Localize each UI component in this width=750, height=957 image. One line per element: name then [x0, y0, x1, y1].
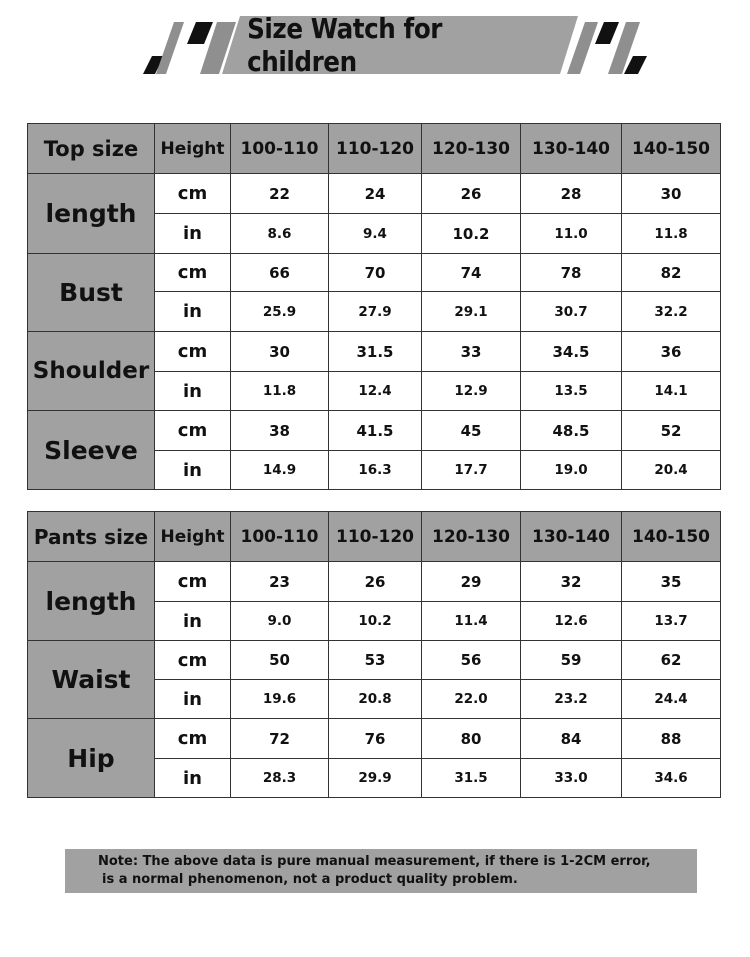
- height-range: 120-130: [422, 124, 521, 174]
- table-row: [28, 641, 721, 680]
- cell-value: 29.1: [422, 292, 521, 332]
- cell-value: 11.0: [521, 214, 622, 254]
- cell-value: 10.2: [329, 602, 422, 641]
- cell-value: 36: [622, 332, 721, 372]
- cell-value: 32: [521, 562, 622, 602]
- unit-in: in: [155, 680, 231, 719]
- cell-value: 23.2: [521, 680, 622, 719]
- height-range: 110-120: [329, 124, 422, 174]
- cell-value: 80: [422, 719, 521, 759]
- cell-value: 33.0: [521, 759, 622, 798]
- cell-value: 26: [422, 174, 521, 214]
- unit-in: in: [155, 372, 231, 411]
- cell-value: 11.8: [622, 214, 721, 254]
- cell-value: 27.9: [329, 292, 422, 332]
- cell-value: 53: [329, 641, 422, 680]
- cell-value: 84: [521, 719, 622, 759]
- left-stripe-gray: [156, 22, 184, 74]
- height-range: 130-140: [521, 124, 622, 174]
- cell-value: 59: [521, 641, 622, 680]
- table-header-row: [28, 512, 721, 562]
- unit-cm: cm: [155, 719, 231, 759]
- cell-value: 25.9: [231, 292, 329, 332]
- table-row: [28, 332, 721, 372]
- table-row: [28, 174, 721, 214]
- unit-in: in: [155, 214, 231, 254]
- unit-in: in: [155, 292, 231, 332]
- row-label-bust: Bust: [28, 254, 155, 332]
- cell-value: 88: [622, 719, 721, 759]
- cell-value: 24.4: [622, 680, 721, 719]
- table-row: [28, 562, 721, 602]
- cell-value: 14.1: [622, 372, 721, 411]
- cell-value: 28.3: [231, 759, 329, 798]
- cell-value: 13.5: [521, 372, 622, 411]
- height-range: 140-150: [622, 512, 721, 562]
- right-stripe-black-1: [595, 22, 619, 44]
- top-size-corner: Top size: [28, 124, 155, 174]
- cell-value: 70: [329, 254, 422, 292]
- cell-value: 30.7: [521, 292, 622, 332]
- cell-value: 12.9: [422, 372, 521, 411]
- cell-value: 10.2: [422, 214, 521, 254]
- row-label-hip: Hip: [28, 719, 155, 798]
- unit-in: in: [155, 602, 231, 641]
- cell-value: 22.0: [422, 680, 521, 719]
- row-label-shoulder: Shoulder: [28, 332, 155, 411]
- cell-value: 34.5: [521, 332, 622, 372]
- cell-value: 50: [231, 641, 329, 680]
- cell-value: 11.4: [422, 602, 521, 641]
- row-label-length: length: [28, 174, 155, 254]
- cell-value: 9.0: [231, 602, 329, 641]
- cell-value: 24: [329, 174, 422, 214]
- cell-value: 11.8: [231, 372, 329, 411]
- cell-value: 74: [422, 254, 521, 292]
- table-row: [28, 254, 721, 292]
- cell-value: 23: [231, 562, 329, 602]
- height-range: 140-150: [622, 124, 721, 174]
- height-range: 100-110: [231, 124, 329, 174]
- left-stripe-black-1: [187, 22, 213, 44]
- cell-value: 12.6: [521, 602, 622, 641]
- top-size-table: [27, 123, 721, 490]
- cell-value: 82: [622, 254, 721, 292]
- height-label: Height: [155, 512, 231, 562]
- height-range: 100-110: [231, 512, 329, 562]
- cell-value: 29.9: [329, 759, 422, 798]
- height-range: 130-140: [521, 512, 622, 562]
- note-line-2: is a normal phenomenon, not a product quality problem.: [102, 872, 518, 887]
- row-label-length: length: [28, 562, 155, 641]
- unit-cm: cm: [155, 562, 231, 602]
- cell-value: 78: [521, 254, 622, 292]
- cell-value: 26: [329, 562, 422, 602]
- unit-cm: cm: [155, 254, 231, 292]
- unit-in: in: [155, 759, 231, 798]
- unit-cm: cm: [155, 174, 231, 214]
- cell-value: 52: [622, 411, 721, 451]
- cell-value: 8.6: [231, 214, 329, 254]
- unit-cm: cm: [155, 411, 231, 451]
- table-row: [28, 719, 721, 759]
- cell-value: 12.4: [329, 372, 422, 411]
- unit-cm: cm: [155, 332, 231, 372]
- cell-value: 28: [521, 174, 622, 214]
- row-label-sleeve: Sleeve: [28, 411, 155, 490]
- cell-value: 56: [422, 641, 521, 680]
- page-title: Size Watch for children: [247, 12, 443, 78]
- cell-value: 30: [622, 174, 721, 214]
- cell-value: 41.5: [329, 411, 422, 451]
- cell-value: 22: [231, 174, 329, 214]
- title-banner: [0, 0, 750, 90]
- cell-value: 19.6: [231, 680, 329, 719]
- cell-value: 20.4: [622, 451, 721, 490]
- cell-value: 17.7: [422, 451, 521, 490]
- cell-value: 31.5: [329, 332, 422, 372]
- cell-value: 30: [231, 332, 329, 372]
- pants-size-table: [27, 511, 721, 798]
- pants-size-corner: Pants size: [28, 512, 155, 562]
- note-line-1: Note: The above data is pure manual measurement, if there is 1-2CM error,: [98, 854, 651, 869]
- cell-value: 19.0: [521, 451, 622, 490]
- cell-value: 33: [422, 332, 521, 372]
- cell-value: 13.7: [622, 602, 721, 641]
- height-label: Height: [155, 124, 231, 174]
- cell-value: 9.4: [329, 214, 422, 254]
- cell-value: 38: [231, 411, 329, 451]
- cell-value: 34.6: [622, 759, 721, 798]
- cell-value: 48.5: [521, 411, 622, 451]
- measurement-note: [65, 849, 697, 893]
- cell-value: 20.8: [329, 680, 422, 719]
- cell-value: 76: [329, 719, 422, 759]
- cell-value: 45: [422, 411, 521, 451]
- unit-cm: cm: [155, 641, 231, 680]
- cell-value: 14.9: [231, 451, 329, 490]
- cell-value: 29: [422, 562, 521, 602]
- height-range: 110-120: [329, 512, 422, 562]
- cell-value: 72: [231, 719, 329, 759]
- cell-value: 31.5: [422, 759, 521, 798]
- table-header-row: [28, 124, 721, 174]
- table-row: [28, 411, 721, 451]
- unit-in: in: [155, 451, 231, 490]
- cell-value: 66: [231, 254, 329, 292]
- height-range: 120-130: [422, 512, 521, 562]
- cell-value: 16.3: [329, 451, 422, 490]
- cell-value: 35: [622, 562, 721, 602]
- cell-value: 62: [622, 641, 721, 680]
- row-label-waist: Waist: [28, 641, 155, 719]
- cell-value: 32.2: [622, 292, 721, 332]
- right-stripe-small: [624, 56, 647, 74]
